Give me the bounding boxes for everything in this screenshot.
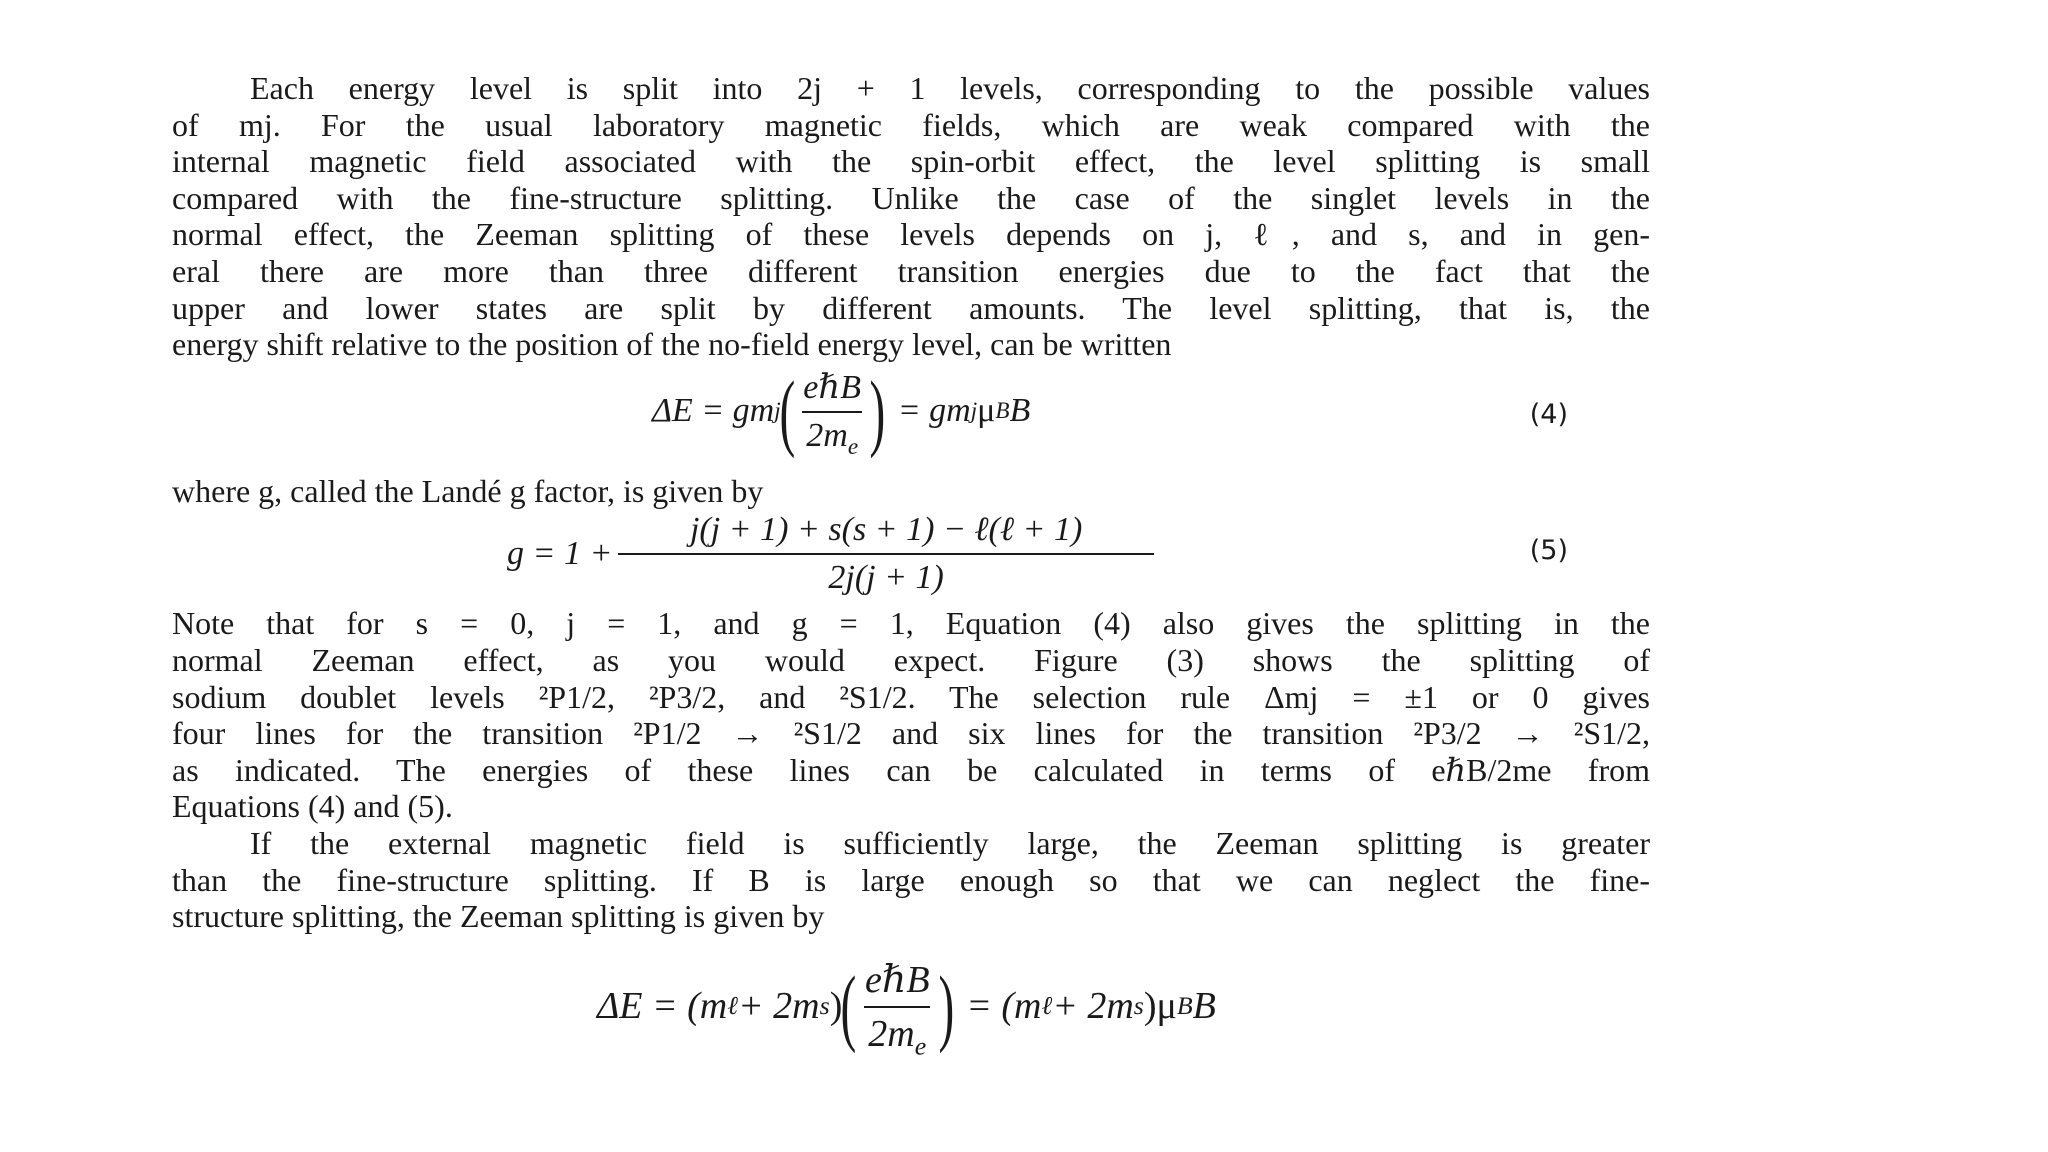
- eq4-rhs-sub: j: [970, 397, 978, 424]
- eq4-mu-sub: B: [995, 397, 1010, 424]
- equation-5-body: [507, 511, 1160, 597]
- text-line: where g, called the Landé g factor, is given by: [172, 472, 764, 509]
- eq4-mu: μ: [977, 391, 996, 429]
- right-paren: ): [937, 958, 954, 1055]
- eq4-denominator-sub: e: [847, 433, 859, 460]
- equation-5: [172, 509, 1650, 605]
- eq6-lhs-close: ): [829, 985, 843, 1028]
- left-paren: (: [840, 958, 857, 1055]
- eq6-fraction: [861, 957, 934, 1061]
- eq6-lhs-sub2: s: [819, 991, 830, 1021]
- eq6-rhs-mid: + 2m: [1052, 985, 1134, 1028]
- text-line: structure splitting, the Zeeman splitting is given by: [172, 898, 825, 935]
- eq6-rhs: = (m: [966, 985, 1042, 1028]
- text-line: Note that for s = 0, j = 1, and g = 1, Equation (4) also gives the splitting in the: [172, 605, 1650, 642]
- eq4-rhs-end: B: [1009, 391, 1031, 429]
- eq6-mu-sub: B: [1176, 991, 1193, 1021]
- document-page: [172, 70, 1650, 1061]
- eq5-numerator: j(j + 1) + s(s + 1) − ℓ(ℓ + 1): [689, 511, 1083, 549]
- text-line: of mj. For the usual laboratory magnetic fields, which are weak compared with the: [172, 106, 1650, 143]
- eq4-rhs: = gm: [897, 391, 971, 429]
- equation-6-body: [597, 957, 1216, 1061]
- text-line: Equations (4) and (5).: [172, 788, 453, 825]
- right-paren: ): [869, 362, 886, 459]
- eq4-lhs-sub: j: [774, 397, 781, 424]
- text-line: normal effect, the Zeeman splitting of these levels depends on j, ℓ, and s, and in gen-: [172, 216, 1650, 253]
- eq6-lhs: ΔE = (m: [597, 985, 728, 1028]
- text-line: normal Zeeman effect, as you would expect. Figure (3) shows the splitting of: [172, 641, 1650, 678]
- text-line: as indicated. The energies of these lines can be calculated in terms of eℏB/2me from: [172, 751, 1650, 788]
- equation-4-body: [652, 362, 1031, 460]
- eq5-lhs: g = 1 +: [507, 535, 613, 573]
- eq4-numerator: eℏB: [803, 368, 862, 406]
- equation-number: (5): [1529, 535, 1568, 567]
- equation-number: (4): [1529, 398, 1568, 430]
- equation-6: [172, 935, 1650, 1061]
- eq4-lhs: ΔE = gm: [652, 391, 775, 429]
- text-line: eral there are more than three different transition energies due to the fact that the: [172, 252, 1650, 289]
- text-line: upper and lower states are split by different amounts. The level splitting, that is, the: [172, 289, 1650, 326]
- paragraph-note: [172, 605, 1650, 825]
- eq6-rhs-close: )μ: [1143, 985, 1177, 1028]
- text-line: sodium doublet levels ²P1/2, ²P3/2, and ²S1/2. The selection rule Δmj = ±1 or 0 gives: [172, 678, 1650, 715]
- eq6-denominator: 2m: [868, 1012, 915, 1055]
- eq6-denominator-sub: e: [914, 1031, 927, 1061]
- eq6-numerator: eℏB: [864, 958, 930, 1001]
- eq6-rhs-sub1: ℓ: [1041, 991, 1053, 1021]
- eq6-rhs-end: B: [1192, 985, 1216, 1028]
- text-line: If the external magnetic field is sufficiently large, the Zeeman splitting is greater: [250, 824, 1650, 861]
- left-paren: (: [779, 362, 795, 459]
- eq6-rhs-sub2: s: [1133, 991, 1144, 1021]
- text-line: energy shift relative to the position of the no-field energy level, can be written: [172, 326, 1172, 363]
- text-line: Each energy level is split into 2j + 1 levels, corresponding to the possible values: [250, 70, 1650, 106]
- text-line: than the fine-structure splitting. If B is large enough so that we can neglect the fine-: [172, 861, 1650, 898]
- eq5-fraction: [618, 511, 1153, 597]
- equation-4: [172, 363, 1650, 473]
- text-line: compared with the fine-structure splitting. Unlike the case of the singlet levels in the: [172, 179, 1650, 216]
- eq4-denominator: 2m: [806, 416, 848, 454]
- eq4-fraction: [799, 367, 865, 460]
- eq6-lhs-sub1: ℓ: [727, 991, 739, 1021]
- paragraph-lande: [172, 473, 1650, 510]
- eq5-denominator: 2j(j + 1): [828, 559, 944, 597]
- text-line: four lines for the transition ²P1/2 → ²S1/2 and six lines for the transition ²P3/2 → ²S1/2,: [172, 715, 1650, 752]
- text-line: internal magnetic field associated with the spin-orbit effect, the level splitting is small: [172, 143, 1650, 180]
- eq6-lhs-mid: + 2m: [738, 985, 820, 1028]
- paragraph-intro: [172, 70, 1650, 363]
- paragraph-strong-field: [172, 825, 1650, 935]
